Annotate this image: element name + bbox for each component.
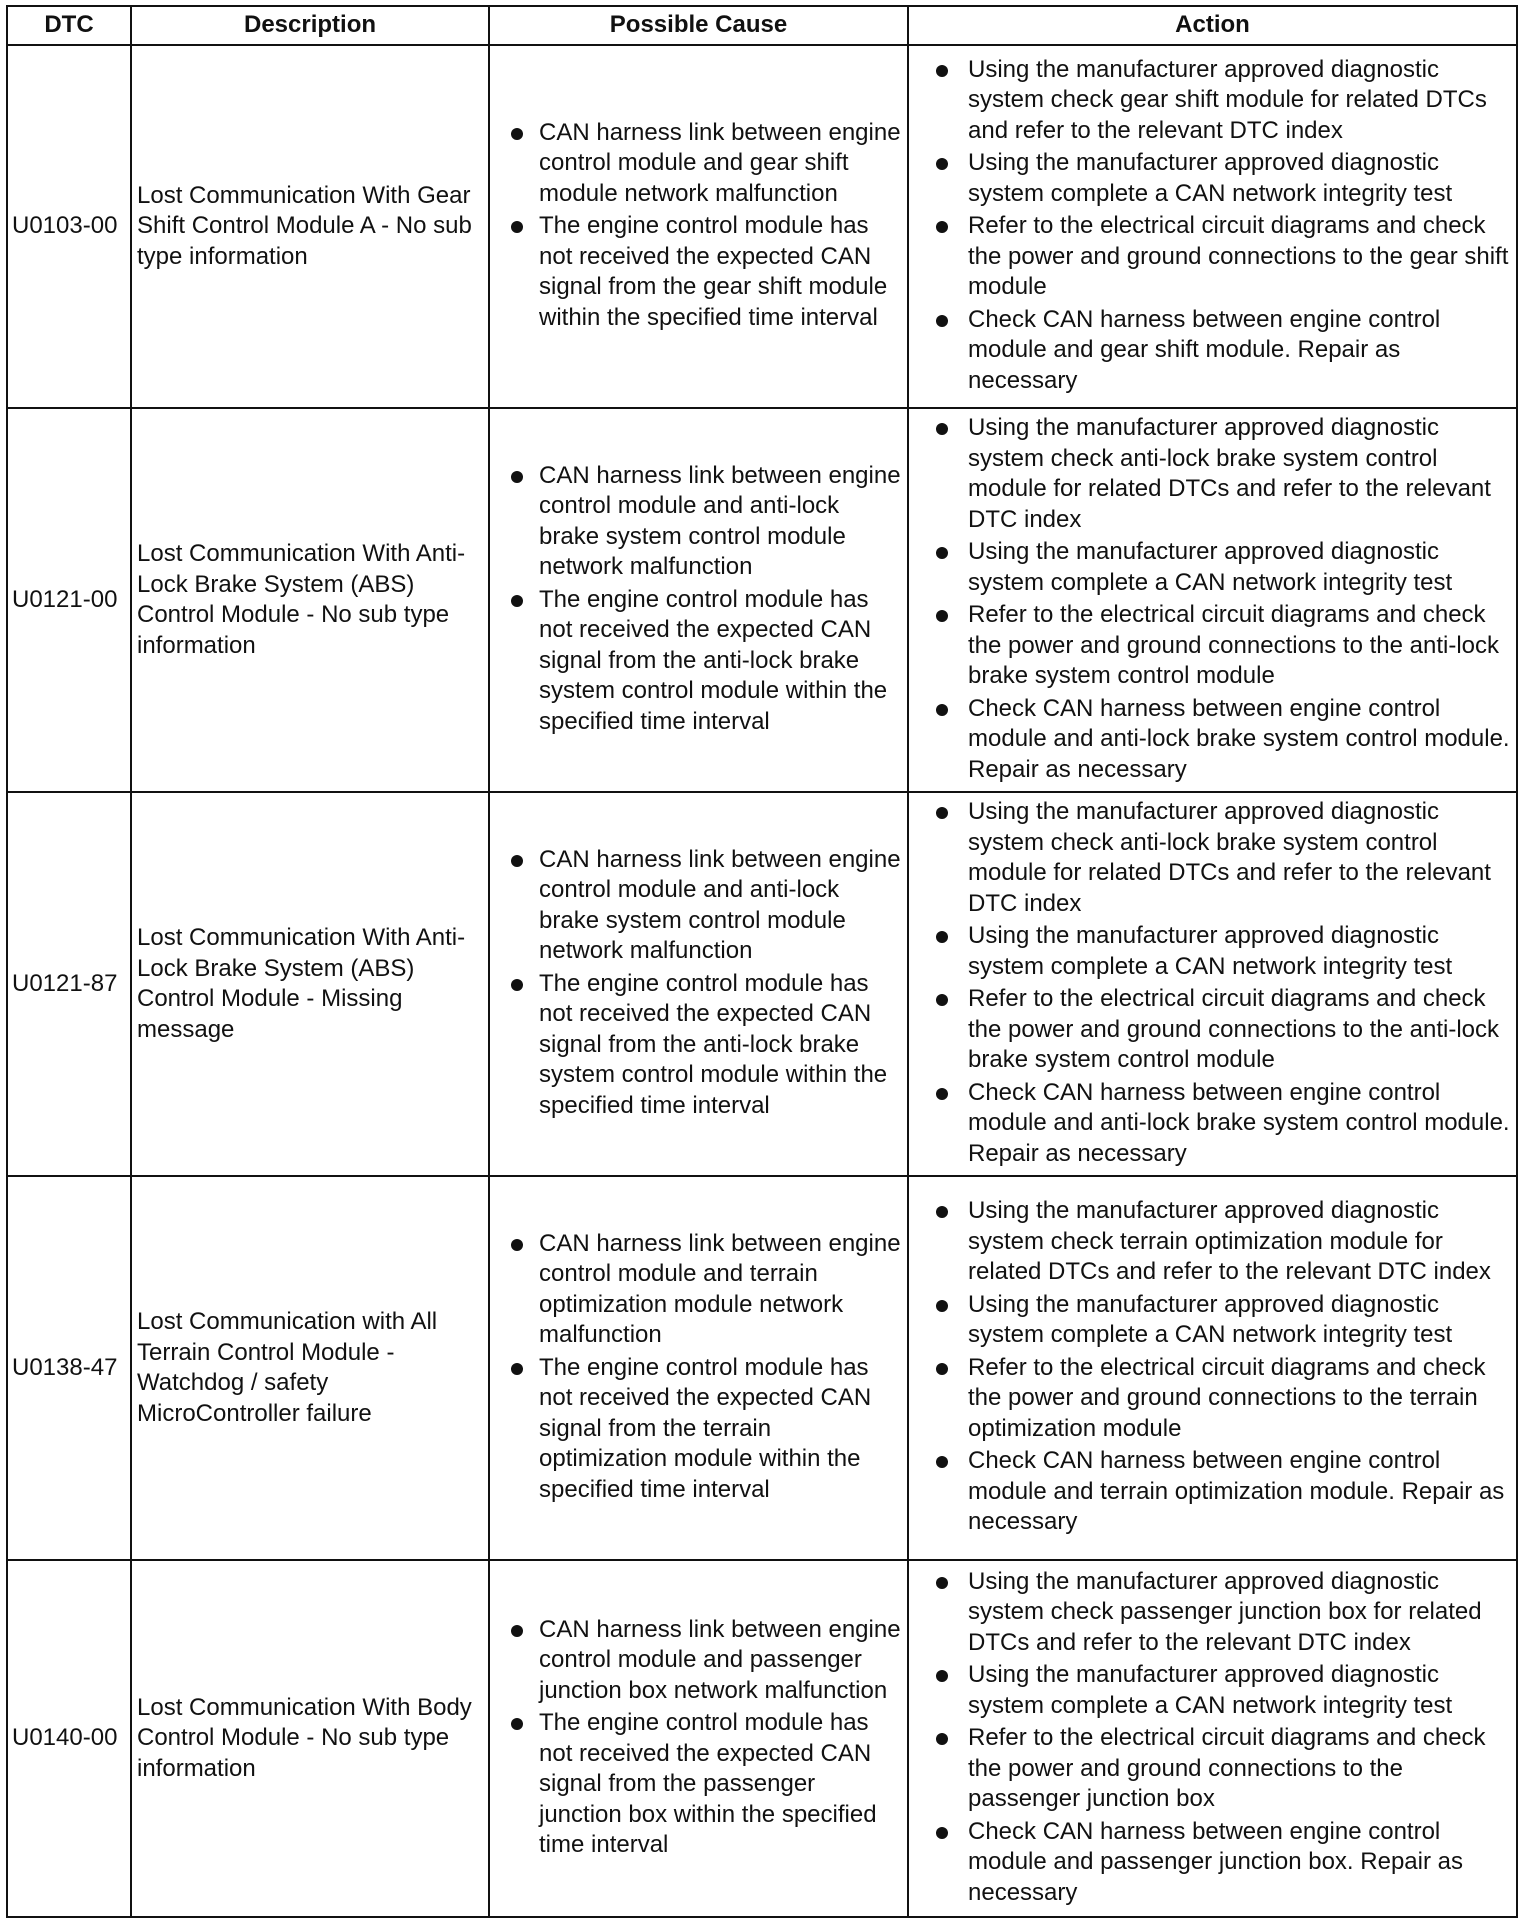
list-item	[913, 1567, 1512, 1659]
action-text: Using the manufacturer approved diagnostic system complete a CAN network integrity test	[968, 1661, 1453, 1719]
bullet-icon	[936, 1456, 948, 1468]
bullet-icon	[936, 221, 948, 233]
possible-cause-cell-list	[494, 1229, 903, 1506]
bullet-icon	[936, 1088, 948, 1100]
header-dtc: DTC	[7, 6, 131, 45]
bullet-icon	[936, 423, 948, 435]
list-item	[913, 1196, 1512, 1288]
list-item	[913, 600, 1512, 692]
bullet-icon	[511, 1718, 523, 1730]
possible-cause-cell	[489, 45, 908, 408]
action-text: Check CAN harness between engine control module and terrain optimization module. Repair as necessary	[968, 1447, 1505, 1536]
list-item	[913, 1353, 1512, 1445]
list-item	[913, 984, 1512, 1076]
action-text: Using the manufacturer approved diagnostic system check passenger junction box for related DTCs and refer to the relevant DTC index	[968, 1567, 1482, 1656]
list-item	[913, 921, 1512, 982]
action-text: Check CAN harness between engine control module and anti-lock brake system control module. Repair as necessary	[968, 694, 1510, 783]
action-text: Using the manufacturer approved diagnostic system check anti-lock brake system control module for related DTCs and refer to the relevant DTC index	[968, 798, 1491, 917]
action-cell-list	[913, 1196, 1512, 1538]
header-possible-cause: Possible Cause	[489, 6, 908, 45]
bullet-icon	[936, 610, 948, 622]
bullet-icon	[511, 221, 523, 233]
action-cell	[908, 45, 1517, 408]
cause-text: CAN harness link between engine control module and terrain optimization module network malfunction	[539, 1229, 901, 1349]
dtc-code: U0121-00	[7, 408, 131, 792]
dtc-description: Lost Communication With Body Control Module - No sub type information	[131, 1560, 489, 1917]
table-header	[7, 6, 1517, 45]
bullet-icon	[936, 315, 948, 327]
bullet-icon	[936, 807, 948, 819]
cause-text: CAN harness link between engine control module and anti-lock brake system control module network malfunction	[539, 461, 901, 581]
action-cell-list	[913, 797, 1512, 1169]
action-text: Check CAN harness between engine control module and gear shift module. Repair as necessary	[968, 305, 1441, 394]
bullet-icon	[936, 931, 948, 943]
bullet-icon	[936, 1670, 948, 1682]
table-body	[7, 45, 1517, 1917]
bullet-icon	[511, 471, 523, 483]
list-item	[913, 1660, 1512, 1721]
dtc-description: Lost Communication With Gear Shift Control Module A - No sub type information	[131, 45, 489, 408]
bullet-icon	[511, 1363, 523, 1375]
bullet-icon	[511, 595, 523, 607]
action-cell	[908, 792, 1517, 1176]
list-item	[494, 1353, 903, 1506]
action-cell-list	[913, 55, 1512, 397]
action-text: Check CAN harness between engine control module and passenger junction box. Repair as necessary	[968, 1817, 1463, 1906]
bullet-icon	[936, 65, 948, 77]
possible-cause-cell-list	[494, 118, 903, 334]
cause-text: The engine control module has not received the expected CAN signal from the passenger junction box within the specified time interval	[539, 1709, 877, 1858]
action-text: Using the manufacturer approved diagnostic system complete a CAN network integrity test	[968, 149, 1453, 207]
action-cell-list	[913, 1567, 1512, 1909]
header-description: Description	[131, 6, 489, 45]
bullet-icon	[511, 128, 523, 140]
list-item	[913, 1723, 1512, 1815]
list-item	[494, 1615, 903, 1707]
bullet-icon	[936, 1827, 948, 1839]
bullet-icon	[936, 1300, 948, 1312]
list-item	[913, 1446, 1512, 1538]
table-row	[7, 1560, 1517, 1917]
action-text: Refer to the electrical circuit diagrams and check the power and ground connections to the anti-lock brake system control module	[968, 601, 1500, 689]
list-item	[494, 1708, 903, 1861]
list-item	[913, 211, 1512, 303]
action-text: Using the manufacturer approved diagnostic system check gear shift module for related DTCs and refer to the relevant DTC index	[968, 55, 1487, 144]
dtc-code: U0140-00	[7, 1560, 131, 1917]
list-item	[913, 413, 1512, 535]
cause-text: The engine control module has not received the expected CAN signal from the anti-lock brake system control module within the specified time interval	[539, 969, 888, 1119]
list-item	[913, 148, 1512, 209]
list-item	[913, 55, 1512, 147]
action-text: Using the manufacturer approved diagnostic system complete a CAN network integrity test	[968, 922, 1453, 980]
list-item	[494, 118, 903, 210]
possible-cause-cell-list	[494, 461, 903, 738]
action-cell	[908, 1560, 1517, 1917]
list-item	[494, 585, 903, 738]
table-row	[7, 408, 1517, 792]
list-item	[913, 797, 1512, 919]
table-row	[7, 45, 1517, 408]
cause-text: The engine control module has not received the expected CAN signal from the terrain optimization module within the specified time interval	[539, 1353, 872, 1503]
list-item	[494, 461, 903, 583]
list-item	[494, 211, 903, 333]
action-text: Refer to the electrical circuit diagrams and check the power and ground connections to the terrain optimization module	[968, 1353, 1486, 1442]
list-item	[913, 305, 1512, 397]
dtc-code: U0121-87	[7, 792, 131, 1176]
possible-cause-cell-list	[494, 845, 903, 1122]
table-row	[7, 792, 1517, 1176]
list-item	[913, 537, 1512, 598]
cause-text: CAN harness link between engine control module and gear shift module network malfunction	[539, 118, 901, 207]
action-text: Using the manufacturer approved diagnostic system check terrain optimization module for related DTCs and refer to the relevant DTC index	[968, 1197, 1491, 1286]
list-item	[494, 1229, 903, 1351]
dtc-code: U0103-00	[7, 45, 131, 408]
bullet-icon	[511, 979, 523, 991]
possible-cause-cell-list	[494, 1615, 903, 1861]
action-text: Refer to the electrical circuit diagrams and check the power and ground connections to the passenger junction box	[968, 1724, 1486, 1813]
cause-text: CAN harness link between engine control module and anti-lock brake system control module network malfunction	[539, 845, 901, 965]
dtc-description: Lost Communication With Anti-Lock Brake System (ABS) Control Module - Missing message	[131, 792, 489, 1176]
bullet-icon	[936, 1206, 948, 1218]
action-text: Refer to the electrical circuit diagrams and check the power and ground connections to the gear shift module	[968, 212, 1509, 301]
header-row	[7, 6, 1517, 45]
dtc-description: Lost Communication With Anti-Lock Brake System (ABS) Control Module - No sub type information	[131, 408, 489, 792]
action-text: Using the manufacturer approved diagnostic system complete a CAN network integrity test	[968, 1290, 1453, 1349]
list-item	[913, 1290, 1512, 1351]
action-text: Check CAN harness between engine control module and anti-lock brake system control module. Repair as necessary	[968, 1078, 1510, 1167]
list-item	[913, 1817, 1512, 1909]
bullet-icon	[936, 704, 948, 716]
bullet-icon	[936, 1363, 948, 1375]
bullet-icon	[511, 855, 523, 867]
list-item	[913, 1078, 1512, 1170]
dtc-table	[6, 5, 1518, 1918]
bullet-icon	[511, 1239, 523, 1251]
document-page	[6, 5, 1516, 1918]
bullet-icon	[511, 1625, 523, 1637]
bullet-icon	[936, 158, 948, 170]
possible-cause-cell	[489, 1560, 908, 1917]
action-text: Refer to the electrical circuit diagrams and check the power and ground connections to the anti-lock brake system control module	[968, 985, 1500, 1073]
possible-cause-cell	[489, 408, 908, 792]
cause-text: The engine control module has not received the expected CAN signal from the anti-lock brake system control module within the specified time interval	[539, 585, 888, 735]
dtc-description: Lost Communication with All Terrain Control Module - Watchdog / safety MicroController failure	[131, 1176, 489, 1560]
cause-text: CAN harness link between engine control module and passenger junction box network malfunction	[539, 1615, 901, 1704]
action-text: Using the manufacturer approved diagnostic system check anti-lock brake system control module for related DTCs and refer to the relevant DTC index	[968, 414, 1491, 533]
possible-cause-cell	[489, 1176, 908, 1560]
action-cell	[908, 1176, 1517, 1560]
list-item	[494, 969, 903, 1122]
bullet-icon	[936, 1577, 948, 1589]
table-row	[7, 1176, 1517, 1560]
bullet-icon	[936, 1733, 948, 1745]
header-action: Action	[908, 6, 1517, 45]
action-cell	[908, 408, 1517, 792]
list-item	[494, 845, 903, 967]
cause-text: The engine control module has not received the expected CAN signal from the gear shift module within the specified time interval	[539, 212, 888, 331]
bullet-icon	[936, 547, 948, 559]
action-text: Using the manufacturer approved diagnostic system complete a CAN network integrity test	[968, 538, 1453, 596]
list-item	[913, 694, 1512, 786]
dtc-code: U0138-47	[7, 1176, 131, 1560]
action-cell-list	[913, 413, 1512, 785]
bullet-icon	[936, 994, 948, 1006]
possible-cause-cell	[489, 792, 908, 1176]
